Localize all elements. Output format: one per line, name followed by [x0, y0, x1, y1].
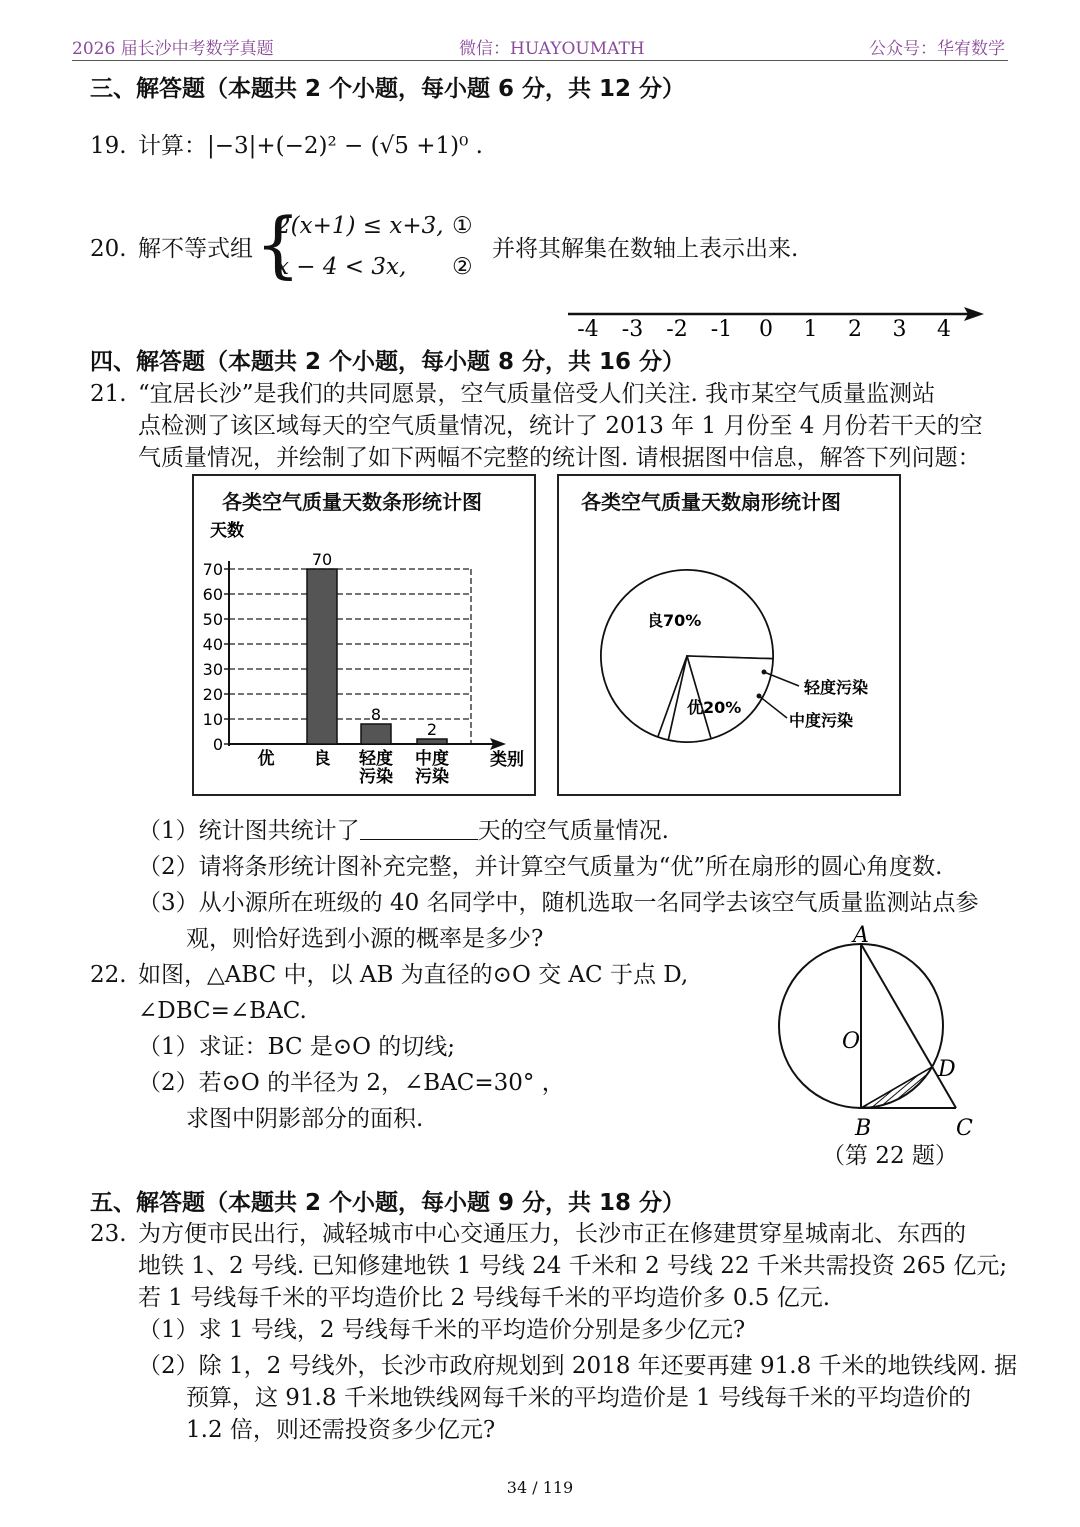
answer-blank [360, 817, 478, 840]
pie-leader-arrowhead [757, 694, 762, 699]
bar-y-tick-label: 70 [202, 560, 223, 579]
bar-y-tick-label: 10 [202, 710, 223, 729]
bar-chart-panel [192, 474, 536, 796]
q22-line-1: 如图，△ABC 中，以 AB 为直径的⊙O 交 AC 于点 D, [138, 962, 689, 988]
q23-number: 23. [90, 1221, 127, 1247]
q19-text: 计算：|−3|+(−2)² − (√5 +1)⁰ . [138, 133, 483, 159]
bar-y-tick-label: 0 [212, 735, 223, 754]
q22-figure-caption: （第 22 题） [822, 1143, 958, 1169]
point-b-label: B [855, 1116, 872, 1141]
q23-line-3: 若 1 号线每千米的平均造价比 2 号线每千米的平均造价多 0.5 亿元. [138, 1285, 831, 1311]
bar-y-tick-label: 40 [202, 635, 223, 654]
q20-mark-1: ① [452, 213, 473, 239]
q23-line-4: （1）求 1 号线，2 号线每千米的平均造价分别是多少亿元? [138, 1317, 746, 1343]
q22-number: 22. [90, 962, 127, 988]
q20-brace: { [255, 202, 301, 286]
q23-line-1: 为方便市民出行，减轻城市中心交通压力，长沙市正在修建贯穿星城南北、东西的 [138, 1221, 966, 1247]
pie-leader-arrowhead [762, 670, 767, 675]
pie-slice-label: 轻度污染 [804, 678, 869, 697]
pie-chart-title: 各类空气质量天数扇形统计图 [581, 490, 841, 514]
q21-line-1: “宜居长沙”是我们的共同愿景，空气质量倍受人们关注. 我市某空气质量监测站 [138, 381, 936, 407]
number-line-tick-label: -3 [621, 317, 644, 342]
bar-y-axis-label: 天数 [210, 521, 244, 541]
header-center: 微信：HUAYOUMATH [459, 39, 645, 59]
q19-number: 19. [90, 133, 127, 159]
q21-line-2: 点检测了该区域每天的空气质量情况，统计了 2013 年 1 月份至 4 月份若干天的空 [138, 413, 983, 439]
point-d-label: D [938, 1057, 956, 1082]
section5-title: 五、解答题（本题共 2 个小题，每小题 9 分，共 18 分） [90, 1190, 686, 1216]
q22-figure [760, 920, 1020, 1150]
bar-y-tick-label: 20 [202, 685, 223, 704]
bar-y-tick-label: 50 [202, 610, 223, 629]
q23-line-7: 1.2 倍，则还需投资多少亿元? [186, 1417, 496, 1443]
q23-line-5: （2）除 1，2 号线外，长沙市政府规划到 2018 年还要再建 91.8 千米的地铁线网. 据 [138, 1353, 1018, 1379]
q22-line-4: （2）若⊙O 的半径为 2，∠BAC=30° ， [138, 1070, 565, 1096]
bar-category-label: 污染 [359, 767, 393, 787]
bar-y-tick-label: 30 [202, 660, 223, 679]
bar-x-axis-label: 类别 [490, 750, 524, 770]
q21-sub1 [138, 815, 669, 847]
bar-y-tick-label: 60 [202, 585, 223, 604]
q21-sub1-tail: 天的空气质量情况. [477, 818, 669, 844]
number-line-tick-label: -1 [710, 317, 733, 342]
section4-title: 四、解答题（本题共 2 个小题，每小题 8 分，共 16 分） [90, 349, 686, 375]
bar-category-label: 轻度 [359, 749, 393, 769]
bar-value-label: 70 [311, 550, 333, 569]
point-a-label: A [853, 923, 869, 948]
number-line-tick-label: 1 [803, 317, 818, 342]
q23-line-6: 预算，这 91.8 千米地铁线网每千米的平均造价是 1 号线每千米的平均造价的 [186, 1385, 972, 1411]
pie-slice-label: 优20% [687, 698, 742, 717]
header-left: 2026 届长沙中考数学真题 [72, 39, 274, 59]
bar-category-label: 良 [313, 749, 331, 769]
q23-line-2: 地铁 1、2 号线. 已知修建地铁 1 号线 24 千米和 2 号线 22 千米共需投资 265 亿元; [138, 1253, 1008, 1279]
q20-mark-2: ② [452, 254, 473, 280]
header-divider [72, 60, 1008, 61]
pie-chart [559, 476, 899, 794]
q21-sub1-lead: （1）统计图共统计了 [138, 818, 360, 844]
bar [361, 724, 391, 744]
q21-sub3-line-2: 观，则恰好选到小源的概率是多少? [186, 926, 544, 952]
q20-inequality-2: x − 4 < 3x, [276, 254, 407, 280]
q20-inequality-1: 2(x+1) ≤ x+3, [276, 213, 444, 239]
q22-line-5: 求图中阴影部分的面积. [186, 1106, 424, 1132]
q22-line-3: （1）求证：BC 是⊙O 的切线; [138, 1034, 456, 1060]
header-right: 公众号：华宥数学 [869, 39, 1005, 59]
point-o-label: O [842, 1029, 861, 1054]
bar-category-label: 污染 [415, 767, 449, 787]
q22-line-2: ∠DBC=∠BAC. [138, 998, 307, 1024]
q20-tail: 并将其解集在数轴上表示出来. [492, 236, 799, 262]
q21-sub3-line-1: （3）从小源所在班级的 40 名同学中，随机选取一名同学去该空气质量监测站点参 [138, 890, 979, 916]
number-line-tick-label: -4 [577, 317, 599, 342]
q21-number: 21. [90, 381, 127, 407]
q20-lead: 解不等式组 [138, 236, 253, 262]
pie-chart-panel [557, 474, 901, 796]
q21-sub2: （2）请将条形统计图补充完整，并计算空气质量为“优”所在扇形的圆心角度数. [138, 854, 943, 880]
number-line-tick-label: 4 [937, 317, 951, 342]
bar-chart-title: 各类空气质量天数条形统计图 [222, 490, 482, 514]
bar [307, 569, 337, 744]
bar-value-label: 2 [426, 720, 438, 739]
q20-number: 20. [90, 236, 127, 262]
bar-category-label: 优 [257, 749, 275, 769]
bar-chart [194, 476, 534, 794]
number-line-tick-label: -2 [666, 317, 688, 342]
number-line [560, 300, 990, 345]
number-line-tick-label: 2 [848, 317, 862, 342]
page-number: 34 / 119 [506, 1478, 574, 1497]
pie-leader-line [759, 696, 787, 718]
bar [417, 739, 447, 744]
q21-line-3: 气质量情况，并绘制了如下两幅不完整的统计图. 请根据图中信息，解答下列问题： [138, 445, 981, 471]
pie-slice-label: 良70% [647, 611, 702, 630]
number-line-tick-label: 3 [892, 317, 907, 342]
number-line-tick-label: 0 [759, 317, 773, 342]
bar-category-label: 中度 [415, 749, 449, 769]
section3-title: 三、解答题（本题共 2 个小题，每小题 6 分，共 12 分） [90, 76, 686, 102]
bar-value-label: 8 [370, 705, 382, 724]
pie-slice-label: 中度污染 [789, 711, 854, 730]
point-c-label: C [956, 1116, 973, 1141]
